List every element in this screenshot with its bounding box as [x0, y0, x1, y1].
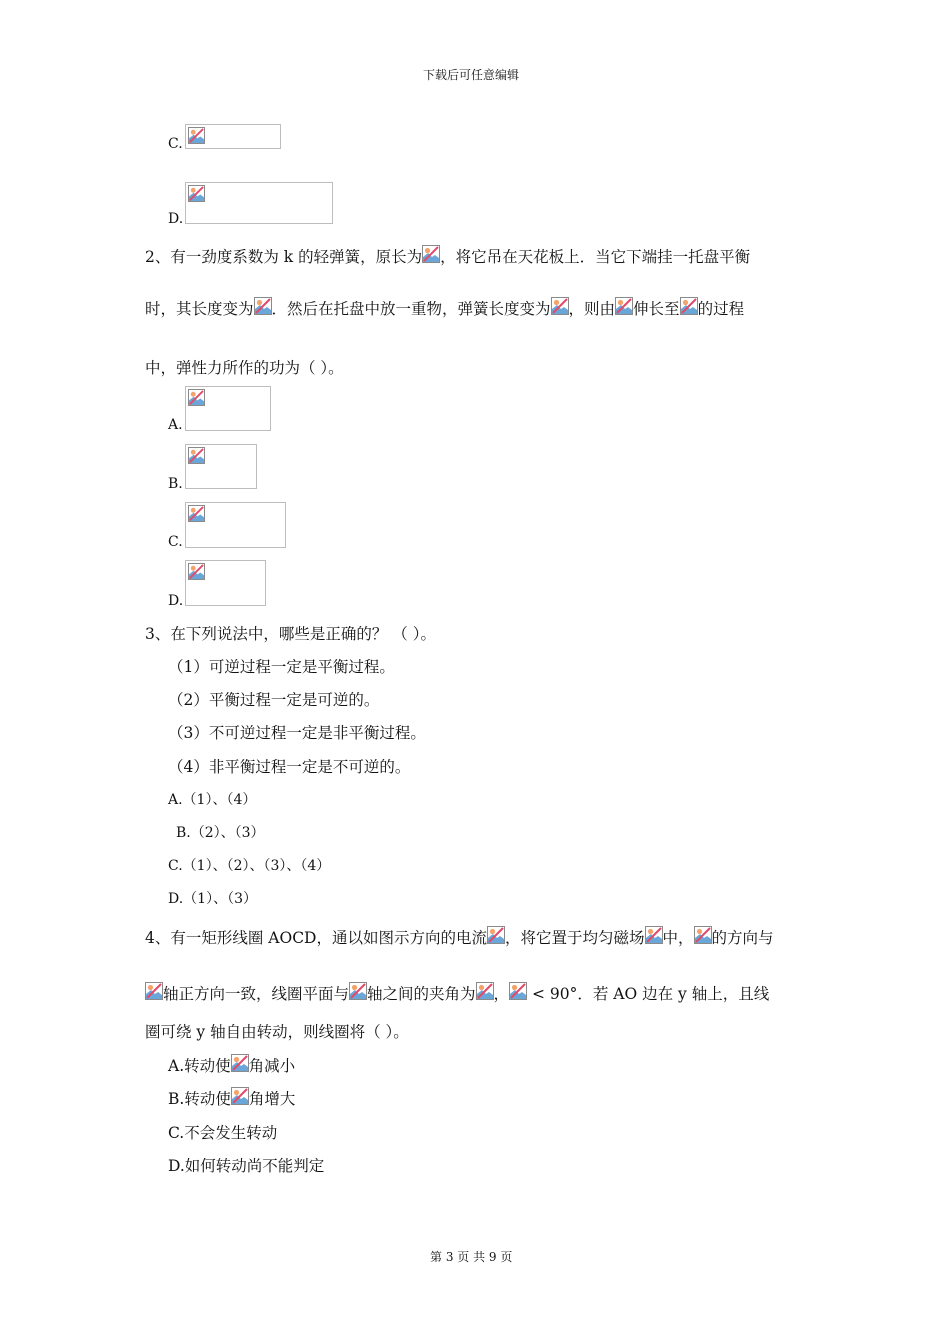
q4-text: 轴之间的夹角为 — [367, 985, 476, 1003]
broken-image-icon — [254, 297, 272, 315]
page-footer: 第 3 页 共 9 页 — [430, 1250, 513, 1264]
broken-image-icon — [188, 389, 205, 406]
q4-option-text: 角增大 — [248, 1090, 296, 1108]
broken-image-icon — [694, 926, 712, 944]
broken-image-icon — [231, 1087, 249, 1105]
broken-image-icon — [188, 563, 205, 580]
q2-line-3: 中，弹性力所作的功为（ ）。 — [145, 359, 344, 377]
q4-option-b — [168, 1087, 295, 1109]
q2-option-d-label: D. — [168, 593, 184, 609]
q4-text: ，将它置于均匀磁场 — [504, 929, 645, 947]
q4-option-d: D.如何转动尚不能判定 — [168, 1157, 325, 1175]
q2-option-c-image — [185, 502, 286, 548]
broken-image-icon — [231, 1054, 249, 1072]
q3-option-b: B.（2）、（3） — [176, 825, 265, 841]
q2-option-a-image — [185, 386, 271, 431]
q3-statement: （4）非平衡过程一定是不可逆的。 — [168, 758, 411, 776]
q1-option-c-label: C. — [168, 136, 183, 152]
q3-statement: （2）平衡过程一定是可逆的。 — [168, 691, 380, 709]
q2-option-b-image — [185, 444, 257, 489]
q4-option-text: B.转动使 — [168, 1090, 231, 1108]
broken-image-icon — [509, 982, 527, 1000]
q3-question: 3、在下列说法中，哪些是正确的？ （ ）。 — [145, 625, 436, 643]
q4-text: < 90°．若 AO 边在 y 轴上，且线 — [527, 985, 770, 1003]
q3-option-d: D.（1）、（3） — [168, 891, 257, 907]
q2-option-c-label: C. — [168, 534, 183, 550]
q3-statement: （1）可逆过程一定是平衡过程。 — [168, 658, 395, 676]
broken-image-icon — [615, 297, 633, 315]
q2-text: 的过程 — [697, 300, 745, 318]
q2-text: ．然后在托盘中放一重物，弹簧长度变为 — [271, 300, 551, 318]
broken-image-icon — [188, 127, 205, 144]
q3-option-c: C.（1）、（2）、（3）、（4） — [168, 858, 331, 874]
q3-statement: （3）不可逆过程一定是非平衡过程。 — [168, 724, 426, 742]
q4-option-a — [168, 1054, 295, 1076]
page-header: 下载后可任意编辑 — [423, 68, 520, 82]
broken-image-icon — [476, 982, 494, 1000]
q4-line-1 — [145, 926, 774, 948]
q1-option-c-image — [185, 124, 281, 149]
broken-image-icon — [551, 297, 569, 315]
broken-image-icon — [188, 505, 205, 522]
broken-image-icon — [188, 185, 205, 202]
q4-text: ， — [493, 985, 510, 1003]
q2-text: ，则由 — [568, 300, 616, 318]
q2-text: 时，其长度变为 — [145, 300, 254, 318]
q4-option-text: A.转动使 — [168, 1057, 231, 1075]
broken-image-icon — [487, 926, 505, 944]
q2-line-2 — [145, 297, 744, 319]
q4-text: 中， — [662, 929, 694, 947]
q2-line-1 — [145, 245, 750, 267]
q2-text: 伸长至 — [633, 300, 680, 318]
q2-text: ，将它吊在天花板上．当它下端挂一托盘平衡 — [440, 248, 751, 266]
q1-option-d-image — [185, 182, 333, 224]
broken-image-icon — [645, 926, 663, 944]
q4-text: 的方向与 — [711, 929, 774, 947]
q4-option-c: C.不会发生转动 — [168, 1124, 278, 1142]
broken-image-icon — [188, 447, 205, 464]
q2-option-a-label: A. — [168, 417, 183, 433]
q2-text: 2、有一劲度系数为 k 的轻弹簧，原长为 — [145, 248, 423, 266]
broken-image-icon — [680, 297, 698, 315]
broken-image-icon — [145, 982, 163, 1000]
q4-option-text: 角减小 — [248, 1057, 296, 1075]
q4-text: 4、有一矩形线圈 AOCD，通以如图示方向的电流 — [145, 929, 487, 947]
q4-text: 轴正方向一致，线圈平面与 — [163, 985, 350, 1003]
broken-image-icon — [422, 245, 440, 263]
q3-option-a: A.（1）、（4） — [168, 792, 257, 808]
broken-image-icon — [349, 982, 367, 1000]
q4-line-2 — [145, 982, 769, 1004]
q1-option-d-label: D. — [168, 211, 184, 227]
q4-line-3: 圈可绕 y 轴自由转动，则线圈将（ ）。 — [145, 1023, 409, 1041]
q2-option-d-image — [185, 560, 266, 606]
q2-option-b-label: B. — [168, 476, 183, 492]
